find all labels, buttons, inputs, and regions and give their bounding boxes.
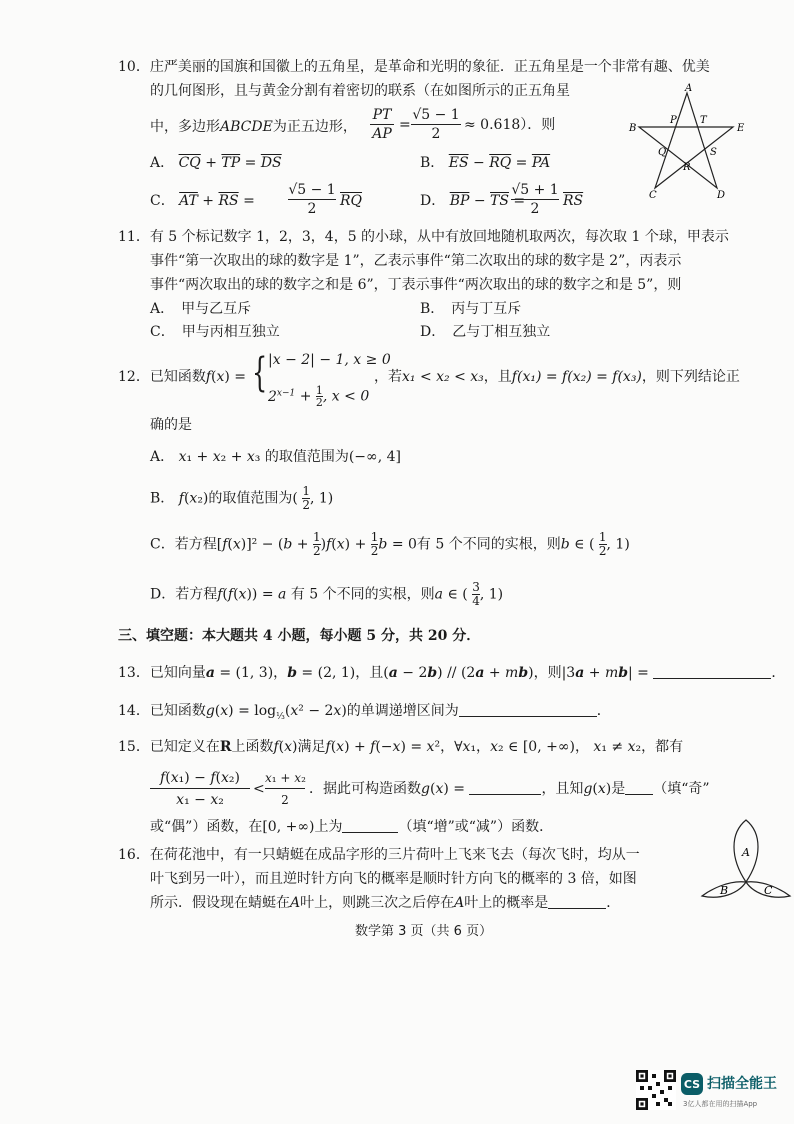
q12-piece2: $2^{x-1}$ + $\frac{1}{2}$ , x < 0	[268, 384, 370, 410]
q15-blank-g[interactable]	[469, 780, 541, 795]
q16-line3: 所示．假设现在蜻蜓在A叶上，则跳三次之后停在A叶上的概率是 ．	[150, 895, 621, 911]
q15-frac-bar	[150, 788, 250, 789]
q13-blank[interactable]	[653, 664, 771, 679]
fig-label-a: A	[685, 83, 693, 94]
fig-label-e: E	[737, 123, 745, 134]
ratio-numerator: PT	[372, 107, 392, 123]
c-frac-num: √5 − 1	[288, 182, 336, 198]
scanner-title: 扫描全能王	[707, 1076, 777, 1092]
q12-piece1: |x − 2| − 1, x ≥ 0	[268, 352, 391, 368]
q15-blank-parity[interactable]	[625, 780, 653, 795]
c-frac-den: 2	[307, 201, 317, 217]
q11-line3: 事件“两次取出的球的数字之和是 6”，丁表示事件“两次取出的球的数字之和是 5”，则	[150, 277, 682, 293]
q10-line2: 的几何图形，且与黄金分割有着密切的联系（在如图所示的正五角星	[150, 83, 570, 99]
q14-line: 14．已知函数$g(x) = \log_{\frac{1}{3}}(x^2 - 2x)$的单调递增区间为 ．	[118, 703, 611, 722]
qr-code-icon	[636, 1070, 676, 1110]
q15-line3: 或“偶”）函数，在[0, +∞)上为 （填“增”或“减”）函数．	[150, 819, 554, 835]
q11-option-d: D． 乙与丁相互独立	[420, 324, 551, 340]
lotus-leaves-figure	[700, 818, 792, 900]
fig-label-b: B	[629, 123, 637, 134]
pentagram-figure	[625, 85, 765, 200]
q10-line1: 10．庄严美丽的国旗和国徽上的五角星，是革命和光明的象征．正五角星是一个非常有趣、优美	[118, 59, 710, 75]
golden-approx: ≈ 0.618）．则	[464, 117, 556, 133]
q10-line3: 中，多边形ABCDE为正五边形，	[150, 119, 357, 135]
q11-line1: 11．有 5 个标记数字 1，2，3，4，5 的小球，从中有放回地随机取两次，每次取 1 个球，甲表示	[118, 229, 729, 245]
fig-label-d: D	[717, 190, 726, 201]
fig-label-s: S	[710, 147, 717, 158]
fig-label-p: P	[670, 115, 677, 126]
q10-option-b: B． $\overline{ES} - \overline{RQ} = \overline{PA}$	[420, 155, 551, 171]
q10-option-c: C． $\overline{AT} + \overline{RS}$ =	[150, 193, 255, 209]
q15-rfrac-den: 2	[281, 793, 289, 807]
q15-frac-den: x₁ − x₂	[176, 792, 224, 808]
q12-option-c: C．若方程[f(x)]² − (b + $\frac{1}{2}$ )f(x) + $\frac{1}{2}$ b = 0有 5 个不同的实根，则b ∈ ( $\frac{1}{2}$ , 1)	[150, 530, 630, 558]
equals-sign: =	[399, 117, 411, 133]
q12-brace: {	[252, 350, 268, 396]
d-frac-num: √5 + 1	[511, 182, 559, 198]
q13-line: 13．已知向量a = (1, 3)，b = (2, 1)，且(a − 2b) // (2a + mb)，则|3a + mb| = ．	[118, 665, 786, 681]
q15-lt: <	[253, 781, 265, 797]
q16-line2: 叶飞到另一叶），而且逆时针方向飞的概率是顺时针方向飞的概率的 3 倍，如图	[150, 871, 637, 887]
q14-blank[interactable]	[459, 702, 597, 717]
scanner-logo-icon: CS	[681, 1073, 703, 1095]
d-frac-den: 2	[530, 201, 540, 217]
q12-stem-a: 12．已知函数f(x) =	[118, 369, 247, 385]
q11-option-a: A． 甲与乙互斥	[150, 301, 252, 317]
q12-option-b: B． f(x₂)的取值范围为( $\frac{1}{2}$ , 1)	[150, 484, 334, 512]
q12-option-d: D．若方程f(f(x)) = a 有 5 个不同的实根，则a ∈ ( $\frac{3}{4}$ , 1)	[150, 580, 504, 608]
q10-option-d: D． $\overline{BP} - \overline{TS}$ =	[420, 193, 526, 209]
q15-line1: 15．已知定义在R上函数f(x)满足f(x) + f(−x) = x²，∀x₁，x₂ ∈ [0, +∞)， x₁ ≠ x₂，都有	[118, 739, 684, 755]
fig-label-c: C	[649, 190, 657, 201]
leaf-label-a: A	[742, 846, 750, 859]
q16-blank[interactable]	[548, 894, 606, 909]
fig-label-q: Q	[658, 147, 667, 158]
q15-frac-num: f(x₁) − f(x₂)	[160, 770, 240, 786]
d-vector-rs: $\overline{RS}$	[563, 193, 584, 209]
golden-numerator: √5 − 1	[412, 107, 460, 123]
q12-option-a: A． x₁ + x₂ + x₃ 的取值范围为(−∞, 4]	[150, 449, 401, 465]
q12-stem-b: ，若x₁ < x₂ < x₃，且f(x₁) = f(x₂) = f(x₃)，则下列结论正	[374, 369, 740, 385]
leaf-label-b: B	[720, 884, 729, 897]
q15-rfrac-bar	[265, 788, 305, 789]
fig-label-t: T	[700, 115, 707, 126]
q16-line1: 16．在荷花池中，有一只蜻蜓在成品字形的三片荷叶上飞来飞去（每次飞时，均从一	[118, 847, 640, 863]
q11-option-c: C． 甲与丙相互独立	[150, 324, 280, 340]
q10-option-a: A． $\overline{CQ} + \overline{TP} = \overline{DS}$	[150, 155, 282, 171]
scanner-subtitle: 3亿人都在用的扫描App	[683, 1100, 758, 1108]
q15-rfrac-num: x₁ + x₂	[265, 771, 306, 785]
fig-label-r: R	[683, 162, 691, 173]
q15-blank-mono[interactable]	[342, 818, 398, 833]
q12-line2: 确的是	[150, 417, 192, 433]
c-vector-rq: $\overline{RQ}$	[340, 193, 363, 209]
ratio-denominator: AP	[372, 126, 392, 142]
q15-line2: ．据此可构造函数g(x) = ，且知g(x)是 （填“奇”	[309, 781, 710, 797]
q11-line2: 事件“第一次取出的球的数字是 1”，乙表示事件“第二次取出的球的数字是 2”，丙表示	[150, 253, 682, 269]
page-footer: 数学第 3 页（共 6 页）	[355, 924, 493, 939]
q11-option-b: B． 丙与丁互斥	[420, 301, 522, 317]
golden-denominator: 2	[431, 126, 441, 142]
section-3-heading: 三、填空题：本大题共 4 小题，每小题 5 分，共 20 分．	[118, 628, 481, 644]
leaf-label-c: C	[764, 884, 773, 897]
